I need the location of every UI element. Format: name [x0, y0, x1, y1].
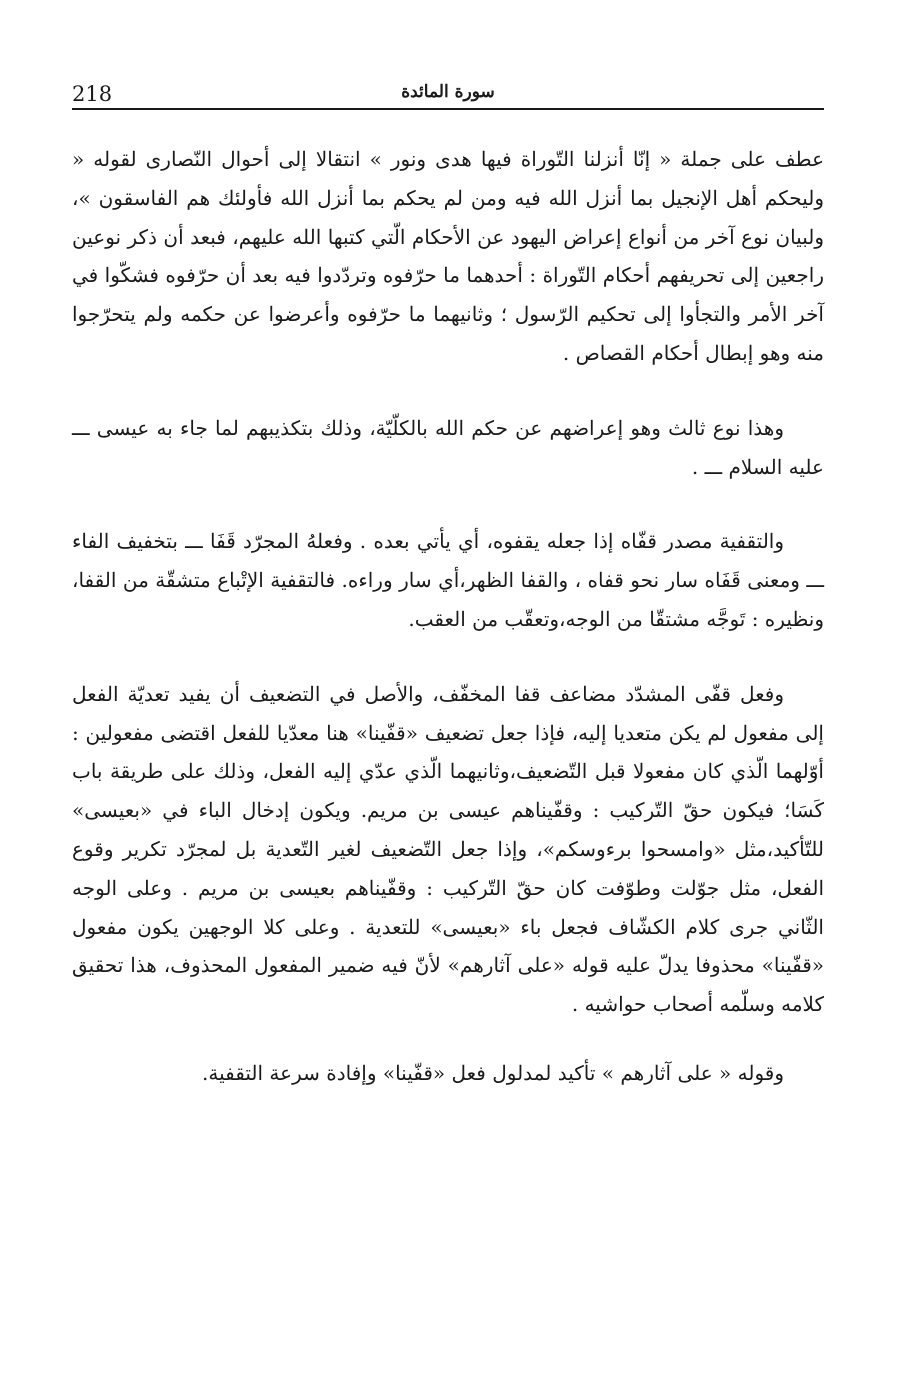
paragraph-4: وفعل قفّى المشدّد مضاعف قفا المخفّف، والأصل في التضعيف أن يفيد تعديّة الفعل إلى مفعول لم يكن متعديا إليه، فإذا جعل تضعيف «قفّينا» هنا معدّيا للفعل اقتضى مفعولين : أوّلهما الّذي كان مفعولا قبل التّضعيف،وثانيهما الّذي عدّي إليه الفعل، وذلك على طريقة باب كَسَا؛ فيكون حقّ التّركيب : وقفّيناهم عيسى بن مريم. ويكون إدخال الباء في «بعيسى» للتّأكيد،مثل «وامسحوا برءوسكم»، وإذا جعل التّضعيف لغير التّعدية بل لمجرّد تكرير وقوع الفعل، مثل جوّلت وطوّفت كان حقّ التّركيب : وقفّيناهم بعيسى بن مريم . وعلى الوجه الثّاني جرى كلام الكشّاف فجعل باء «بعيسى» للتعدية . وعلى كلا الوجهين يكون مفعول «قفّينا» محذوفا يدلّ عليه قوله «على آثارهم» لأنّ فيه ضمير المفعول المحذوف، هذا تحقيق كلامه وسلّمه أصحاب حواشيه . — [72, 681, 824, 1017]
paragraph-5: وقوله « على آثارهم » تأكيد لمدلول فعل «قفّينا» وإفادة سرعة التقفية. — [202, 1060, 784, 1085]
paragraph-3: والتقفية مصدر قفّاه إذا جعله يقفوه، أي يأتي بعده . وفعلهُ المجرّد قَفَا ـــ بتخفيف الفاء ـــ ومعنى قَفَاه سار نحو قفاه ، والقفا الظهر،أي سار وراءه. فالتقفية الإتْباع متشقّة من القفا، ونظيره : تَوجَّه مشتقّا من الوجه،وتعقّب من العقب. — [72, 529, 824, 631]
page-header — [72, 80, 824, 110]
page-body — [72, 140, 824, 1093]
running-title: سورة المائدة — [401, 82, 495, 102]
page-number: 218 — [72, 82, 113, 106]
paragraph-2: وهذا نوع ثالث وهو إعراضهم عن حكم الله بالكلّيّة، وذلك بتكذيبهم لما جاء به عيسى ـــ عليه السلام ـــ . — [72, 415, 824, 479]
paragraph-1: عطف على جملة « إنّا أنزلنا التّوراة فيها هدى ونور » انتقالا إلى أحوال النّصارى لقوله « وليحكم أهل الإنجيل بما أنزل الله فيه ومن لم يحكم بما أنزل الله فأولئك هم الفاسقون »، ولبيان نوع آخر من أنواع إعراض اليهود عن الأحكام الّتي كتبها الله عليهم، فبعد أن ذكر نوعين راجعين إلى تحريفهم أحكام التّوراة : أحدهما ما حرّفوه وتردّدوا فيه بعد أن حرّفوه فشكّوا في آخر الأمر والتجأوا إلى تحكيم الرّسول ؛ وثانيهما ما حرّفوه وأعرضوا عن حكمه ولم يتحرّجوا منه وهو إبطال أحكام القصاص . — [72, 147, 824, 365]
